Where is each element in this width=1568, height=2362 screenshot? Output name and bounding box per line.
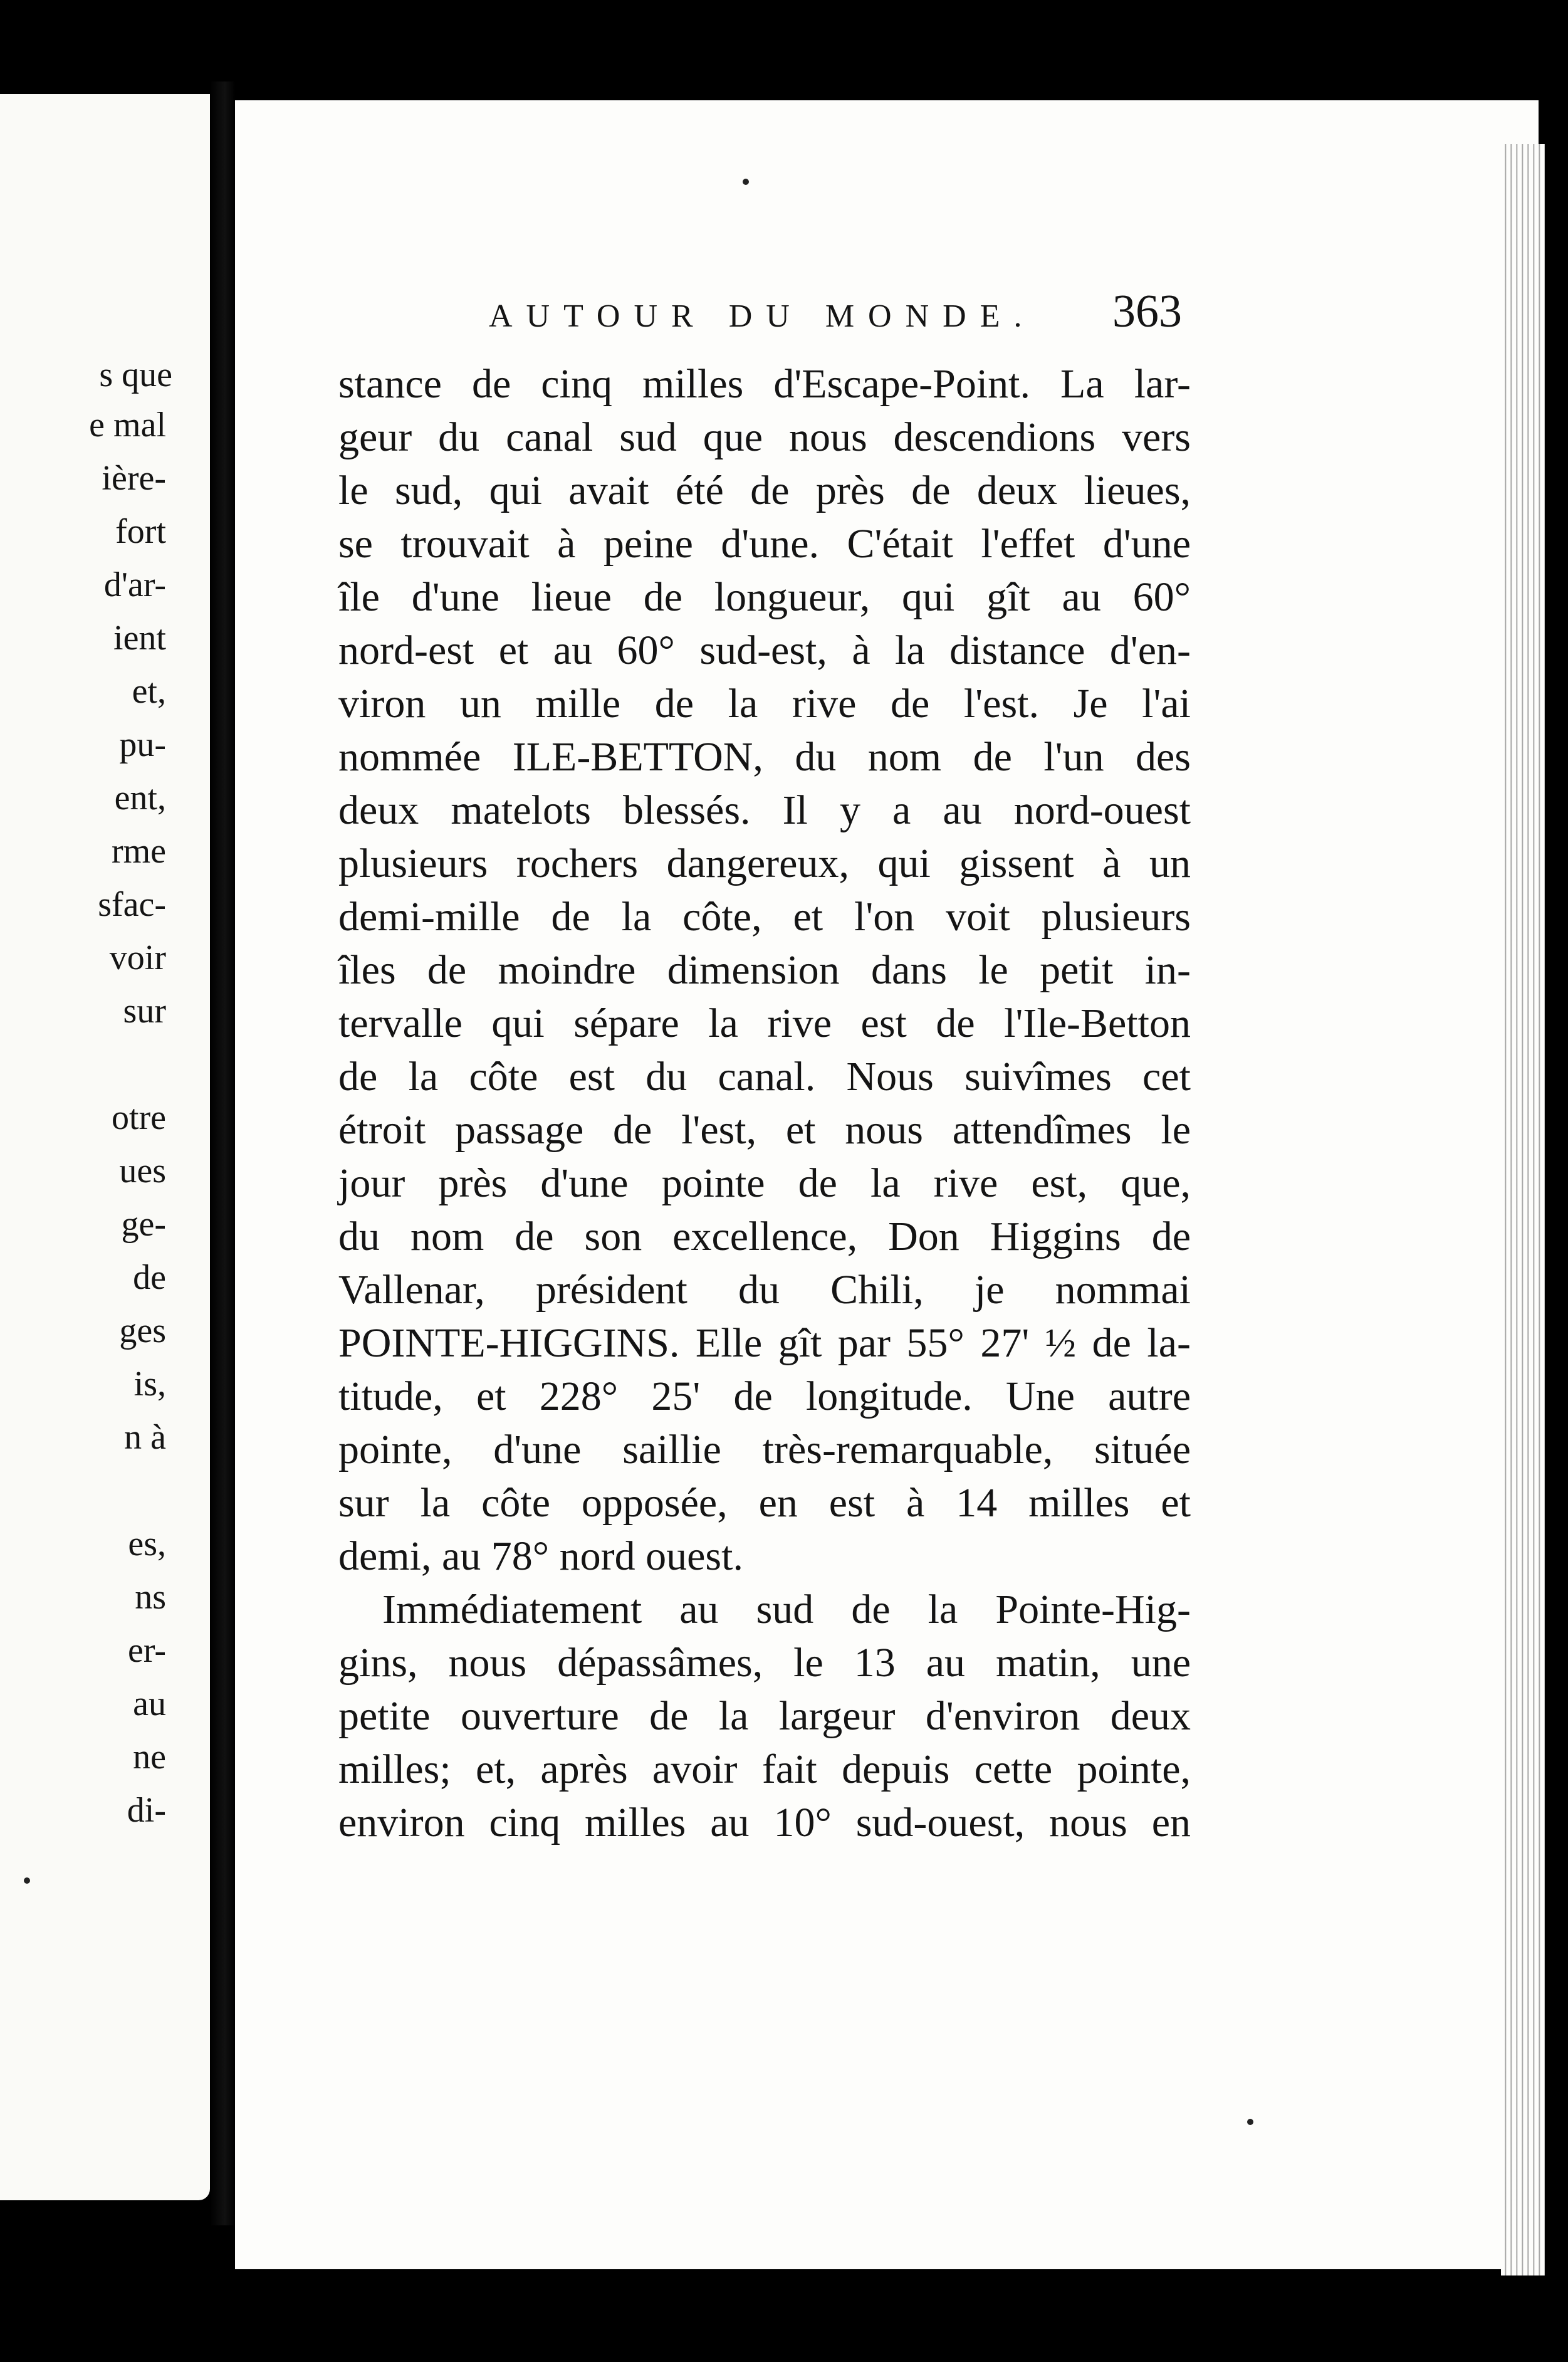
text-line: titude, et 228° 25' de longitude. Une autre bbox=[338, 1373, 1191, 1419]
left-page-line: pu- bbox=[119, 725, 166, 764]
left-page-line: sfac- bbox=[98, 885, 166, 924]
left-page-line: ges bbox=[119, 1311, 166, 1350]
left-page-line: et, bbox=[132, 672, 166, 711]
text-line: demi-mille de la côte, et l'on voit plusieurs bbox=[338, 894, 1191, 940]
left-page-line: sur bbox=[123, 992, 166, 1031]
text-line: tervalle qui sépare la rive est de l'Ile-Betton bbox=[338, 1000, 1191, 1046]
text-line: milles; et, après avoir fait depuis cette pointe, bbox=[338, 1746, 1191, 1792]
left-page-line: ent, bbox=[114, 779, 166, 817]
text-line: stance de cinq milles d'Escape-Point. La lar- bbox=[338, 361, 1191, 407]
text-line: île d'une lieue de longueur, qui gît au 60° bbox=[338, 574, 1191, 620]
text-line: nord-est et au 60° sud-est, à la distance d'en- bbox=[338, 627, 1191, 673]
left-page-line: ns bbox=[135, 1578, 166, 1617]
left-page-line: voir bbox=[109, 938, 166, 977]
left-page-line: e mal bbox=[89, 406, 166, 444]
left-page-line: di- bbox=[127, 1791, 166, 1830]
ink-speck bbox=[24, 1877, 30, 1884]
left-page-line: otre bbox=[111, 1098, 166, 1137]
ink-speck bbox=[1247, 2119, 1253, 2125]
text-line: se trouvait à peine d'une. C'était l'effet d'une bbox=[338, 521, 1191, 567]
page-edge bbox=[1501, 144, 1545, 2275]
text-line: plusieurs rochers dangereux, qui gissent à un bbox=[338, 841, 1191, 886]
text-line: le sud, qui avait été de près de deux lieues, bbox=[338, 468, 1191, 513]
left-page-line: de bbox=[133, 1258, 166, 1297]
left-page-line: d'ar- bbox=[103, 565, 166, 604]
left-page-line: fort bbox=[115, 512, 166, 551]
previous-page bbox=[0, 94, 210, 2200]
left-page-line: er- bbox=[127, 1631, 166, 1670]
left-page-line: is, bbox=[133, 1365, 166, 1404]
text-line: viron un mille de la rive de l'est. Je l'ai bbox=[338, 681, 1191, 727]
text-line: étroit passage de l'est, et nous attendîmes le bbox=[338, 1107, 1191, 1153]
left-page-line: rme bbox=[111, 832, 166, 871]
text-line: environ cinq milles au 10° sud-ouest, nous en bbox=[338, 1800, 1191, 1845]
left-page-line: es, bbox=[128, 1525, 166, 1563]
left-page-line: au bbox=[133, 1684, 166, 1723]
left-page-line: ient bbox=[113, 619, 166, 658]
page-number: 363 bbox=[1112, 286, 1182, 337]
text-line: sur la côte opposée, en est à 14 milles et bbox=[338, 1480, 1191, 1526]
text-line: de la côte est du canal. Nous suivîmes cet bbox=[338, 1054, 1191, 1100]
left-page-line: ues bbox=[119, 1152, 166, 1190]
left-page-line: n à bbox=[124, 1418, 166, 1457]
ink-speck bbox=[743, 179, 749, 185]
text-line: POINTE-HIGGINS. Elle gît par 55° 27' ½ de la- bbox=[338, 1320, 1191, 1366]
left-page-line: ge- bbox=[121, 1205, 166, 1244]
text-line: demi, au 78° nord ouest. bbox=[338, 1533, 743, 1579]
text-line: petite ouverture de la largeur d'environ deux bbox=[338, 1693, 1191, 1739]
text-line: jour près d'une pointe de la rive est, que, bbox=[338, 1160, 1191, 1206]
text-line: du nom de son excellence, Don Higgins de bbox=[338, 1214, 1191, 1259]
paragraph-start-line: Immédiatement au sud de la Pointe-Hig- bbox=[382, 1587, 1191, 1632]
text-line: îles de moindre dimension dans le petit in- bbox=[338, 947, 1191, 993]
text-line: geur du canal sud que nous descendions vers bbox=[338, 414, 1191, 460]
text-line: pointe, d'une saillie très-remarquable, située bbox=[338, 1427, 1191, 1472]
left-page-line: ne bbox=[133, 1738, 166, 1777]
left-page-line: ière- bbox=[102, 459, 166, 498]
text-line: nommée ILE-BETTON, du nom de l'un des bbox=[338, 734, 1191, 780]
text-line: Vallenar, président du Chili, je nommai bbox=[338, 1267, 1191, 1313]
left-page-line: s que bbox=[99, 355, 172, 394]
text-line: gins, nous dépassâmes, le 13 au matin, une bbox=[338, 1640, 1191, 1686]
running-head: AUTOUR DU MONDE. bbox=[489, 298, 1036, 334]
book-gutter bbox=[210, 81, 235, 2225]
text-line: deux matelots blessés. Il y a au nord-ouest bbox=[338, 787, 1191, 833]
